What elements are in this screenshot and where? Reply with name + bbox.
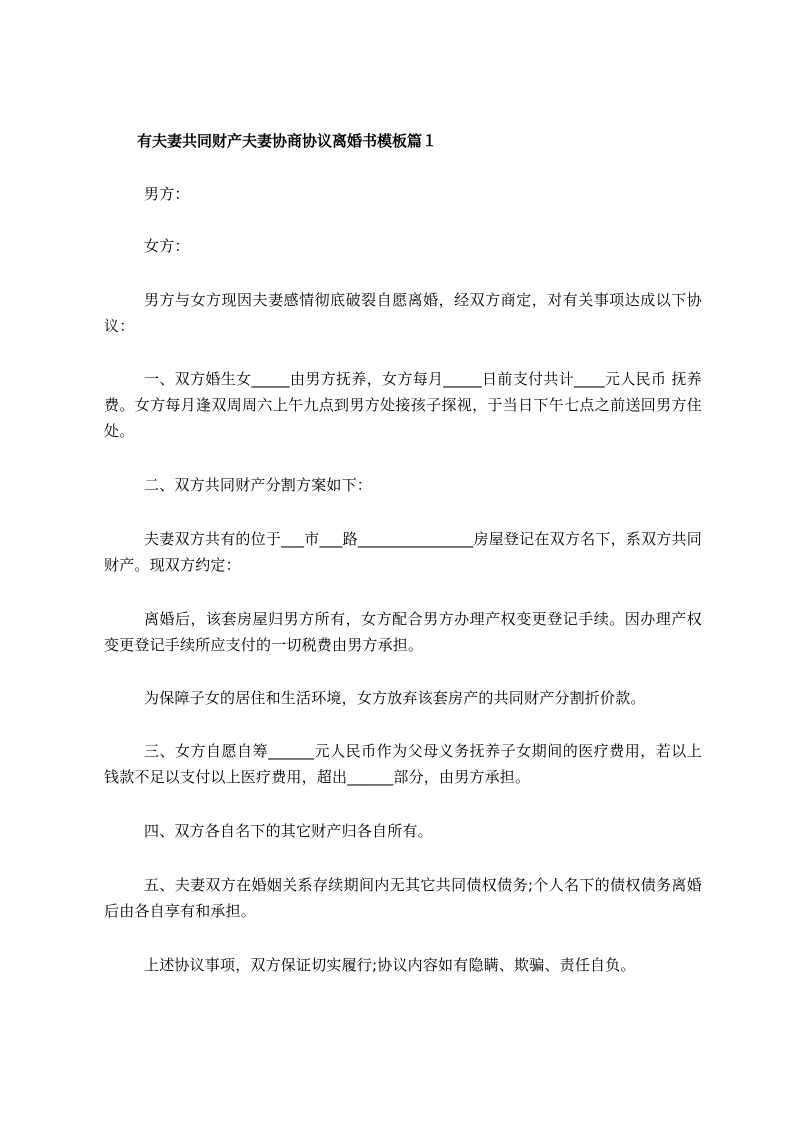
male-party-line: 男方： [144, 185, 190, 203]
post-divorce-house-paragraph: 离婚后，该套房屋归男方所有，女方配合男方办理产权变更登记手续。因办理产权变更登记手续所应支付的一切税费由男方承担。 [104, 610, 702, 654]
child-protection-paragraph: 为保障子女的居住和生活环境，女方放弃该套房产的共同财产分割折价款。 [144, 689, 646, 707]
clause-2-property-division-heading: 二、双方共同财产分割方案如下： [144, 476, 373, 494]
house-property-paragraph: 夫妻双方共有的位于___市___路_______________房屋登记在双方名下，系双方共同财产。现双方约定： [104, 530, 702, 574]
document-title: 有夫妻共同财产夫妻协商协议离婚书模板篇１ [137, 132, 438, 150]
clause-3-medical-expenses: 三、女方自愿自筹______元人民币作为父母义务抚养子女期间的医疗费用，若以上钱款不足以支付以上医疗费用，超出______部分，由男方承担。 [104, 742, 702, 786]
female-party-line: 女方： [144, 237, 190, 255]
clause-4-separate-property: 四、双方各自名下的其它财产归各自所有。 [144, 822, 433, 840]
clause-1-child-custody: 一、双方婚生女_____由男方抚养，女方每月_____日前支付共计____元人民币 抚养费。女方每月逢双周周六上午九点到男方处接孩子探视，于当日下午七点之前送回男方住处。 [104, 370, 702, 440]
clause-5-debts: 五、夫妻双方在婚姻关系存续期间内无其它共同债权债务;个人名下的债权债务离婚后由各自享有和承担。 [104, 876, 702, 920]
intro-paragraph: 男方与女方现因夫妻感情彻底破裂自愿离婚，经双方商定，对有关事项达成以下协议： [104, 291, 702, 335]
guarantee-paragraph: 上述协议事项，双方保证切实履行;协议内容如有隐瞒、欺骗、责任自负。 [144, 956, 636, 974]
